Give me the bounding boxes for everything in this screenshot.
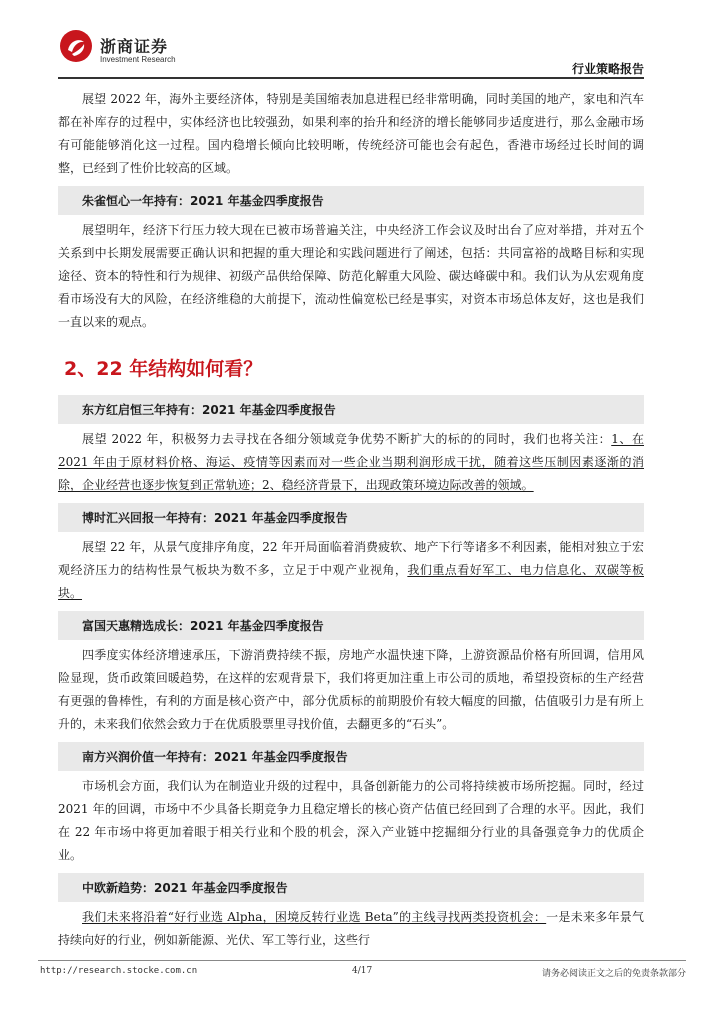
paragraph: 展望明年，经济下行压力较大现在已被市场普遍关注，中央经济工作会议及时出台了应对举措，并对五个关系到中长期发展需要正确认识和把握的重大理论和实践问题进行了阐述，包括：共同富裕的战略目标和实现途径、资本的特性和行为规律、初级产品供给保障、防范化解重大风险、碳达峰碳中和。我们认为从宏观角度看市场没有大的风险，在经济维稳的大前提下，流动性偏宽松已经是事实，对资本市场总体友好，这也是我们一直以来的观点。	[58, 223, 644, 329]
report-type-label: 行业策略报告	[571, 62, 644, 76]
paragraph-text: 展望 2022 年，积极努力去寻找在各细分领域竞争优势不断扩大的标的的同时，我们也将关注：	[82, 432, 612, 446]
fund-report-heading: 朱雀恒心一年持有：2021 年基金四季度报告	[58, 186, 644, 215]
underlined-text: 我们未来将沿着“好行业选 Alpha，困境反转行业选 Beta”的主线寻找两类投资机会：	[82, 910, 547, 924]
paragraph	[58, 536, 644, 605]
section-title: 2、22 年结构如何看？	[64, 358, 263, 380]
fund-report-heading: 富国天惠精选成长：2021 年基金四季度报告	[58, 611, 644, 640]
paragraph	[58, 906, 644, 952]
header-divider	[58, 77, 644, 79]
page-header	[0, 0, 724, 78]
paragraph: 市场机会方面，我们认为在制造业升级的过程中，具备创新能力的公司将持续被市场所挖掘。同时，经过 2021 年的回调，市场中不少具备长期竞争力且稳定增长的核心资产估值已经回到了合理的水平。因此，我们在 22 年市场中将更加着眼于相关行业和个股的机会，深入产业链中挖掘细分行业的具备强竞争力的优质企业。	[58, 779, 644, 862]
paragraph: 四季度实体经济增速承压，下游消费持续不振，房地产水温快速下降，上游资源品价格有所回调，信用风险显现，货币政策回暖趋势，在这样的宏观背景下，我们将更加注重上市公司的质地，希望投资标的生产经营有更强的鲁棒性，有利的方面是核心资产中，部分优质标的前期股价有较大幅度的回撤，估值吸引力是有所上升的，未来我们依然会致力于在优质股票里寻找价值，去翻更多的“石头”。	[58, 648, 644, 731]
fund-report-heading: 博时汇兴回报一年持有：2021 年基金四季度报告	[58, 503, 644, 532]
zheshang-logo-icon	[58, 28, 94, 64]
page-number: 4/17	[352, 966, 373, 976]
footer-disclaimer: 请务必阅读正文之后的免责条款部分	[541, 969, 686, 979]
fund-report-heading: 东方红启恒三年持有：2021 年基金四季度报告	[58, 395, 644, 424]
paragraph	[58, 428, 644, 497]
paragraph-text: 一是未来多年景气持续向好的行业，例如新能源、光伏、军工等行业，这些行	[58, 910, 644, 947]
paragraph: 展望 2022 年，海外主要经济体，特别是美国缩表加息进程已经非常明确，同时美国的地产，家电和汽车都在补库存的过程中，实体经济也比较强劲，如果利率的抬升和经济的增长能够同步适度进行，那么金融市场有可能能够消化这一过程。国内稳增长倾向比较明晰，传统经济可能也会有起色，香港市场经过长时间的调整，已经到了性价比较高的区域。	[58, 92, 644, 175]
footer-url-link[interactable]: http://research.stocke.com.cn	[40, 966, 198, 976]
page-body	[58, 88, 644, 954]
fund-report-heading: 南方兴润价值一年持有：2021 年基金四季度报告	[58, 742, 644, 771]
logo-chinese-name: 浙商证券	[100, 37, 169, 56]
underlined-text: 1、在 2021 年由于原材料价格、海运、疫情等因素而对一些企业当期利润形成干扰，随着这些压制因素逐渐的消除，企业经营也逐步恢复到正常轨迹；2、稳经济背景下，出现政策环境边际改善的领域。	[58, 432, 644, 492]
footer-divider	[38, 960, 686, 961]
fund-report-heading: 中欧新趋势：2021 年基金四季度报告	[58, 873, 644, 902]
underlined-text: 我们重点看好军工、电力信息化、双碳等板块。	[58, 563, 644, 600]
logo-english-name: Investment Research	[100, 55, 176, 64]
paragraph-text: 展望 22 年，从景气度排序角度，22 年开局面临着消费疲软、地产下行等诸多不利因素，能相对独立于宏观经济压力的结构性景气板块为数不多，立足于中观产业视角，	[58, 540, 644, 577]
